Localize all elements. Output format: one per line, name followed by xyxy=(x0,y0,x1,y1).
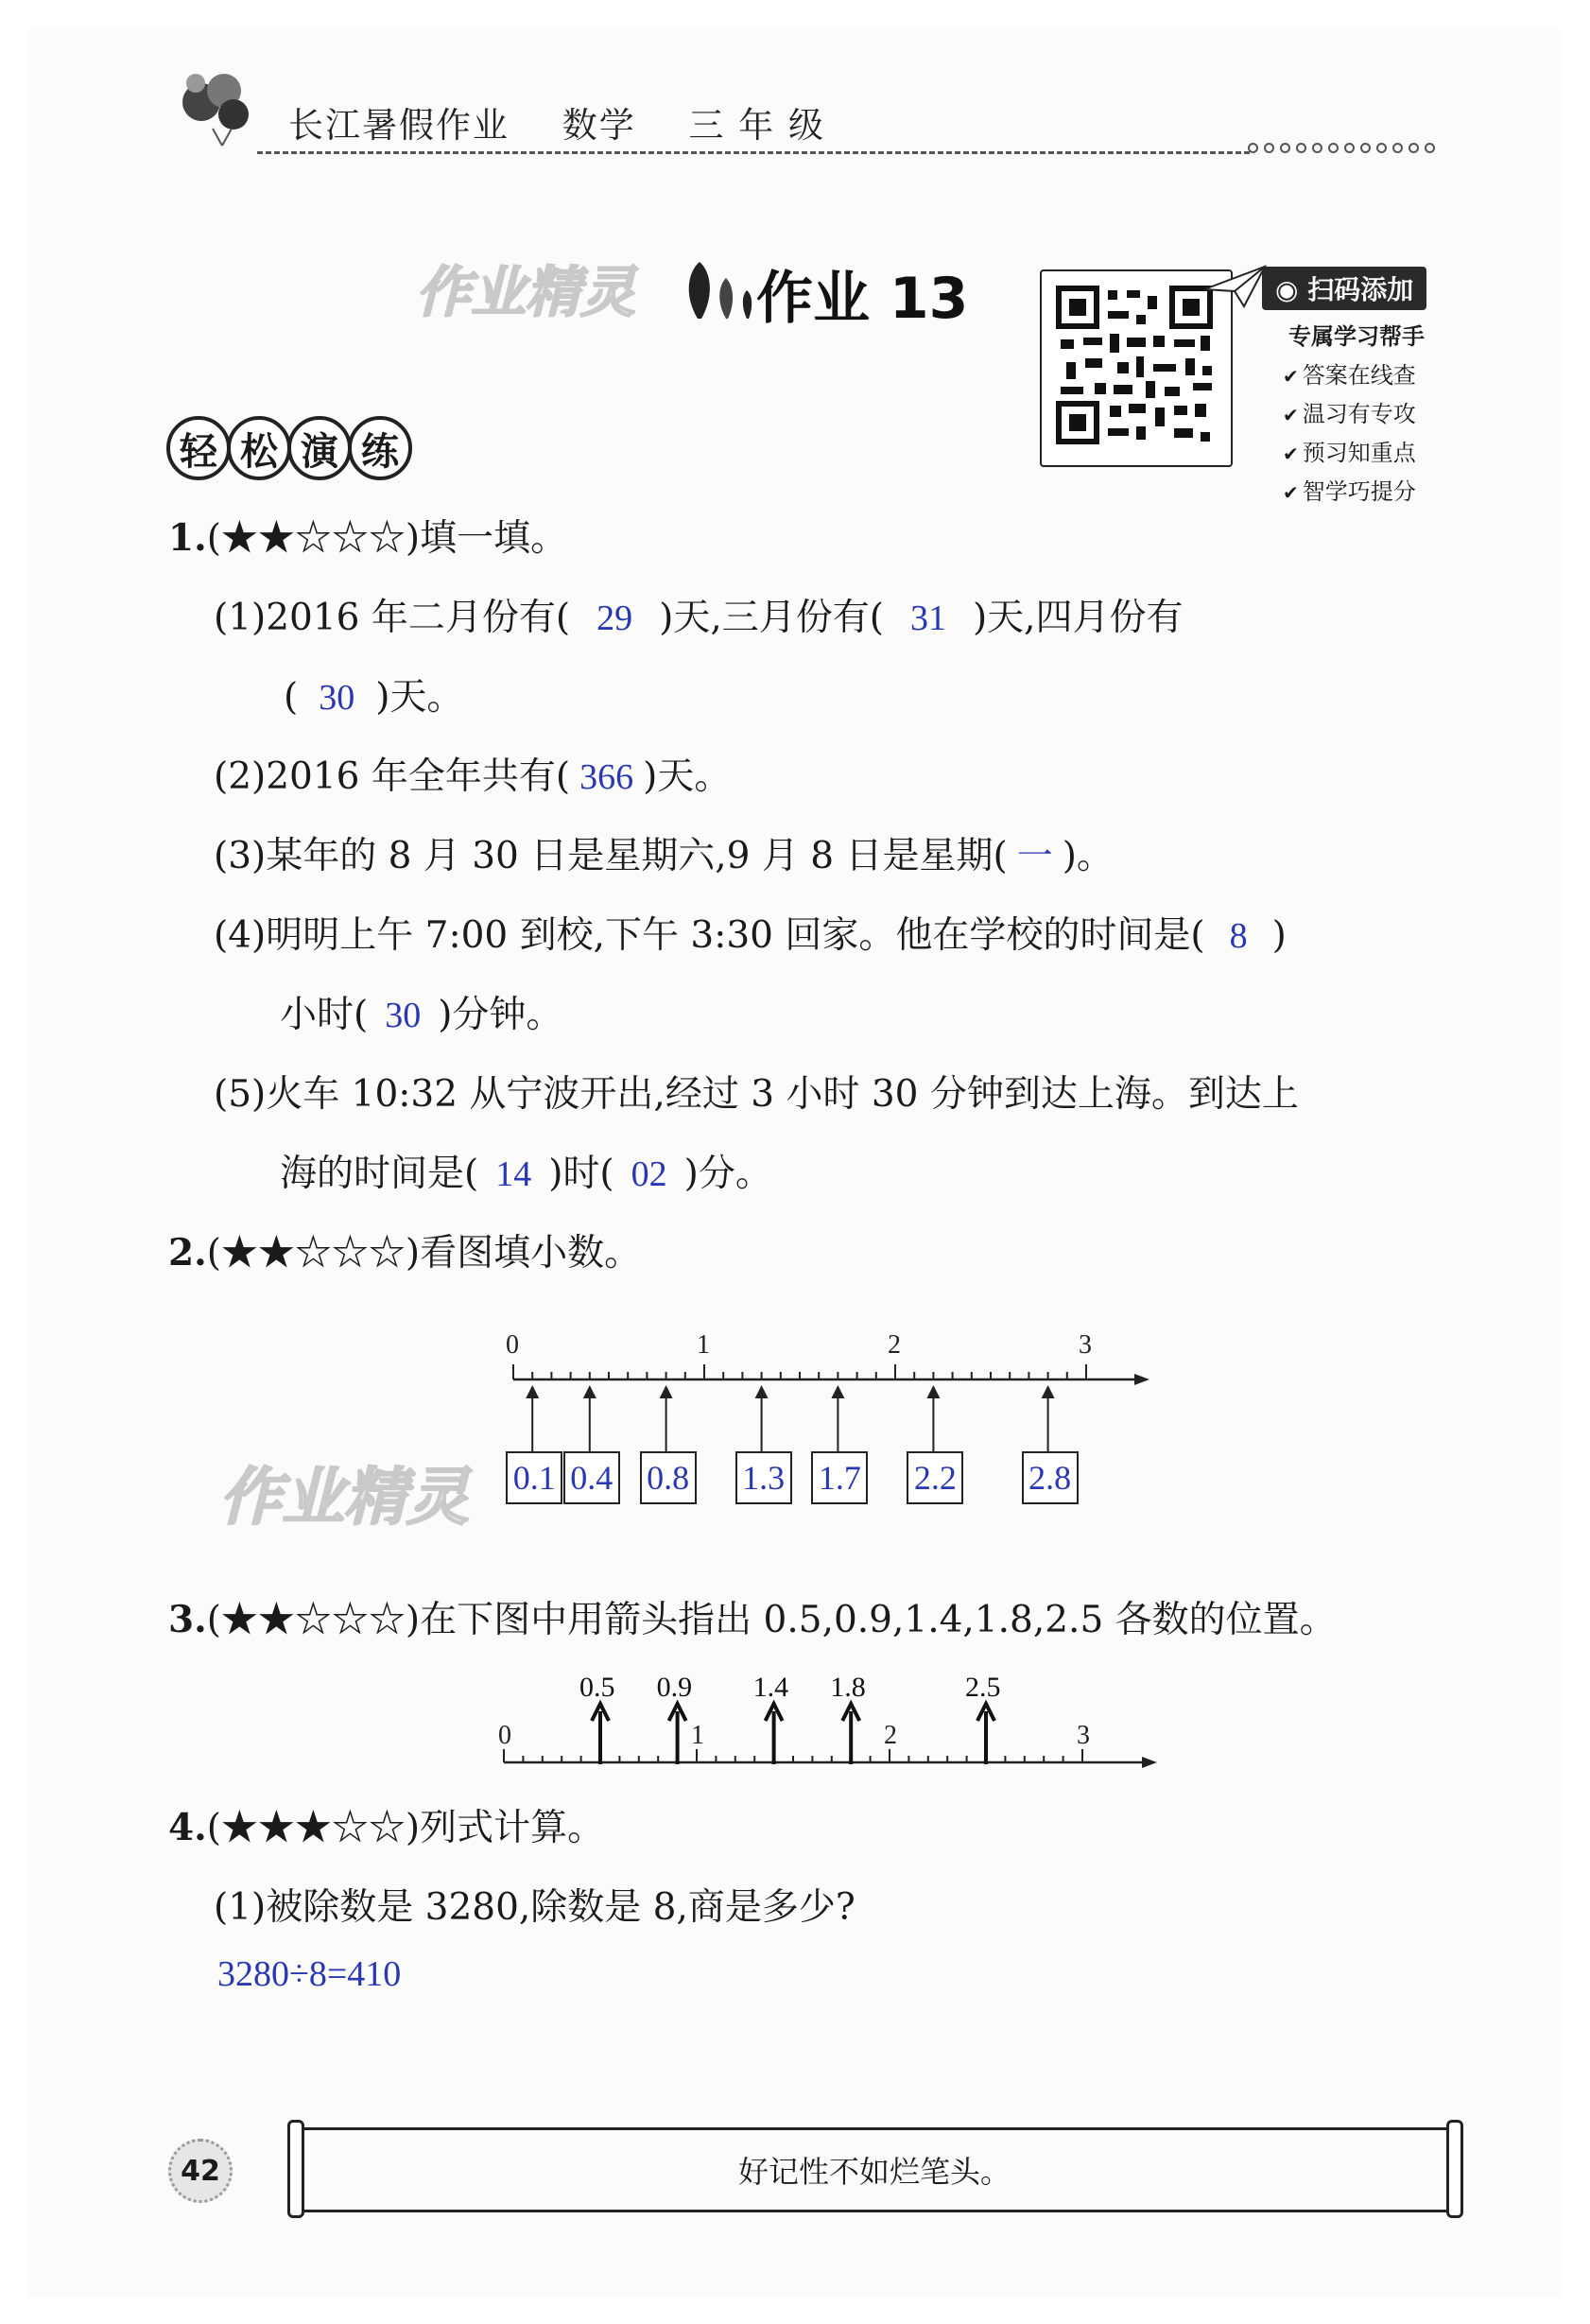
section-badge xyxy=(166,416,408,480)
tick-label: 3 xyxy=(1077,1721,1090,1750)
qr-item: ✔ 温习有专攻 xyxy=(1283,401,1416,427)
pointer-arrow-icon xyxy=(660,1385,673,1398)
mark-label: 1.8 xyxy=(830,1672,866,1703)
q3-number-line xyxy=(482,1666,1163,1779)
answer-box: 0.8 xyxy=(640,1451,697,1504)
header-dots xyxy=(1248,143,1435,153)
header xyxy=(288,96,865,147)
watermark-middle: 作业精灵 xyxy=(219,1461,469,1534)
header-divider xyxy=(257,151,1250,154)
answer: 30 xyxy=(385,996,422,1035)
answer-box: 1.7 xyxy=(811,1451,868,1504)
pointer-arrow-icon xyxy=(926,1385,940,1398)
q4-part1: (1)被除数是 3280,除数是 8,商是多少? xyxy=(214,1886,855,1929)
q1-part3: (3)某年的 8 月 30 日是星期六,9 月 8 日是星期( 一 )。 xyxy=(214,835,1114,877)
mark-label: 1.4 xyxy=(752,1672,789,1703)
balloons-icon xyxy=(175,62,260,147)
mark-label: 0.9 xyxy=(656,1672,693,1703)
tick-label: 1 xyxy=(697,1330,710,1360)
eye-icon: ◉ xyxy=(1275,274,1308,305)
section-char: 演 xyxy=(287,416,352,480)
header-book: 长江暑假作业 xyxy=(288,105,510,146)
axis-arrow-icon xyxy=(1134,1374,1149,1385)
pointer-arrow-icon xyxy=(583,1385,596,1398)
leaves-icon xyxy=(679,257,759,323)
qr-item: ✔ 智学巧提分 xyxy=(1283,478,1416,505)
answer-box: 2.8 xyxy=(1022,1451,1079,1504)
q4-answer: 3280÷8=410 xyxy=(217,1954,402,1994)
pointer-arrow-icon xyxy=(526,1385,539,1398)
qr-code-icon xyxy=(1042,271,1227,461)
tick-label: 2 xyxy=(884,1721,897,1750)
section-char: 松 xyxy=(227,416,291,480)
q1-part5-cont: 海的时间是( 14 )时( 02 )分。 xyxy=(280,1153,772,1195)
section-char: 轻 xyxy=(166,416,231,480)
footer-motto: 好记性不如烂笔头。 xyxy=(737,2154,1011,2190)
mark-label: 2.5 xyxy=(965,1672,1001,1703)
qr-info xyxy=(1262,267,1426,506)
answer: 31 xyxy=(909,598,946,638)
page-title: 作业 13 xyxy=(756,266,969,332)
header-subject: 数学 xyxy=(562,105,636,146)
tick-label: 0 xyxy=(506,1330,519,1360)
answer: 一 xyxy=(1016,837,1053,876)
qr-item: ✔ 答案在线查 xyxy=(1283,362,1416,389)
q1-part4-cont: 小时( 30 )分钟。 xyxy=(280,994,563,1036)
q1-heading: 1.(★★☆☆☆)填一填。 xyxy=(168,516,568,560)
q1-part1: (1)2016 年二月份有( 29 )天,三月份有( 31 )天,四月份有 xyxy=(214,597,1184,639)
page-number: 42 xyxy=(168,2139,233,2203)
tick-label: 2 xyxy=(888,1330,901,1360)
qr-badge: ◉ 扫码添加 xyxy=(1262,267,1426,310)
section-char: 练 xyxy=(348,416,412,480)
qr-subtitle: 专属学习帮手 xyxy=(1288,323,1425,350)
pointer-arrow-icon xyxy=(831,1385,844,1398)
answer-box: 0.4 xyxy=(563,1451,620,1504)
q1-part1-cont: ( 30 )天。 xyxy=(284,676,464,719)
pointer-arrow-icon xyxy=(755,1385,769,1398)
tick-label: 0 xyxy=(498,1721,511,1750)
watermark-top: 作业精灵 xyxy=(416,260,636,324)
answer: 8 xyxy=(1229,916,1248,956)
answer-box: 2.2 xyxy=(907,1451,963,1504)
q1-part5: (5)火车 10:32 从宁波开出,经过 3 小时 30 分钟到达上海。到达上 xyxy=(214,1073,1299,1116)
answer-box: 1.3 xyxy=(735,1451,792,1504)
q3-heading: 3.(★★☆☆☆)在下图中用箭头指出 0.5,0.9,1.4,1.8,2.5 各数的位置。 xyxy=(168,1598,1337,1641)
answer: 14 xyxy=(495,1154,532,1194)
q1-part2: (2)2016 年全年共有( 366 )天。 xyxy=(214,755,732,798)
check-icon: ✔ xyxy=(1283,404,1299,426)
qr-item: ✔ 预习知重点 xyxy=(1283,440,1416,466)
answer: 366 xyxy=(579,757,634,797)
tick-label: 1 xyxy=(691,1721,704,1750)
answer: 29 xyxy=(596,598,633,638)
answer: 30 xyxy=(319,678,355,718)
check-icon: ✔ xyxy=(1283,365,1299,388)
header-grade: 三 年 级 xyxy=(688,105,826,146)
pointer-arrow-icon xyxy=(1042,1385,1055,1398)
q1-part4: (4)明明上午 7:00 到校,下午 3:30 回家。他在学校的时间是( 8 ) xyxy=(214,914,1287,957)
q2-heading: 2.(★★☆☆☆)看图填小数。 xyxy=(168,1231,642,1275)
tick-label: 3 xyxy=(1079,1330,1092,1360)
paper-plane-icon xyxy=(1202,263,1269,310)
mark-label: 0.5 xyxy=(579,1672,615,1703)
axis-arrow-icon xyxy=(1142,1757,1157,1768)
q4-heading: 4.(★★★☆☆)列式计算。 xyxy=(168,1806,605,1849)
check-icon: ✔ xyxy=(1283,481,1299,504)
answer-box: 0.1 xyxy=(506,1451,562,1504)
answer: 02 xyxy=(631,1154,667,1194)
check-icon: ✔ xyxy=(1283,442,1299,465)
